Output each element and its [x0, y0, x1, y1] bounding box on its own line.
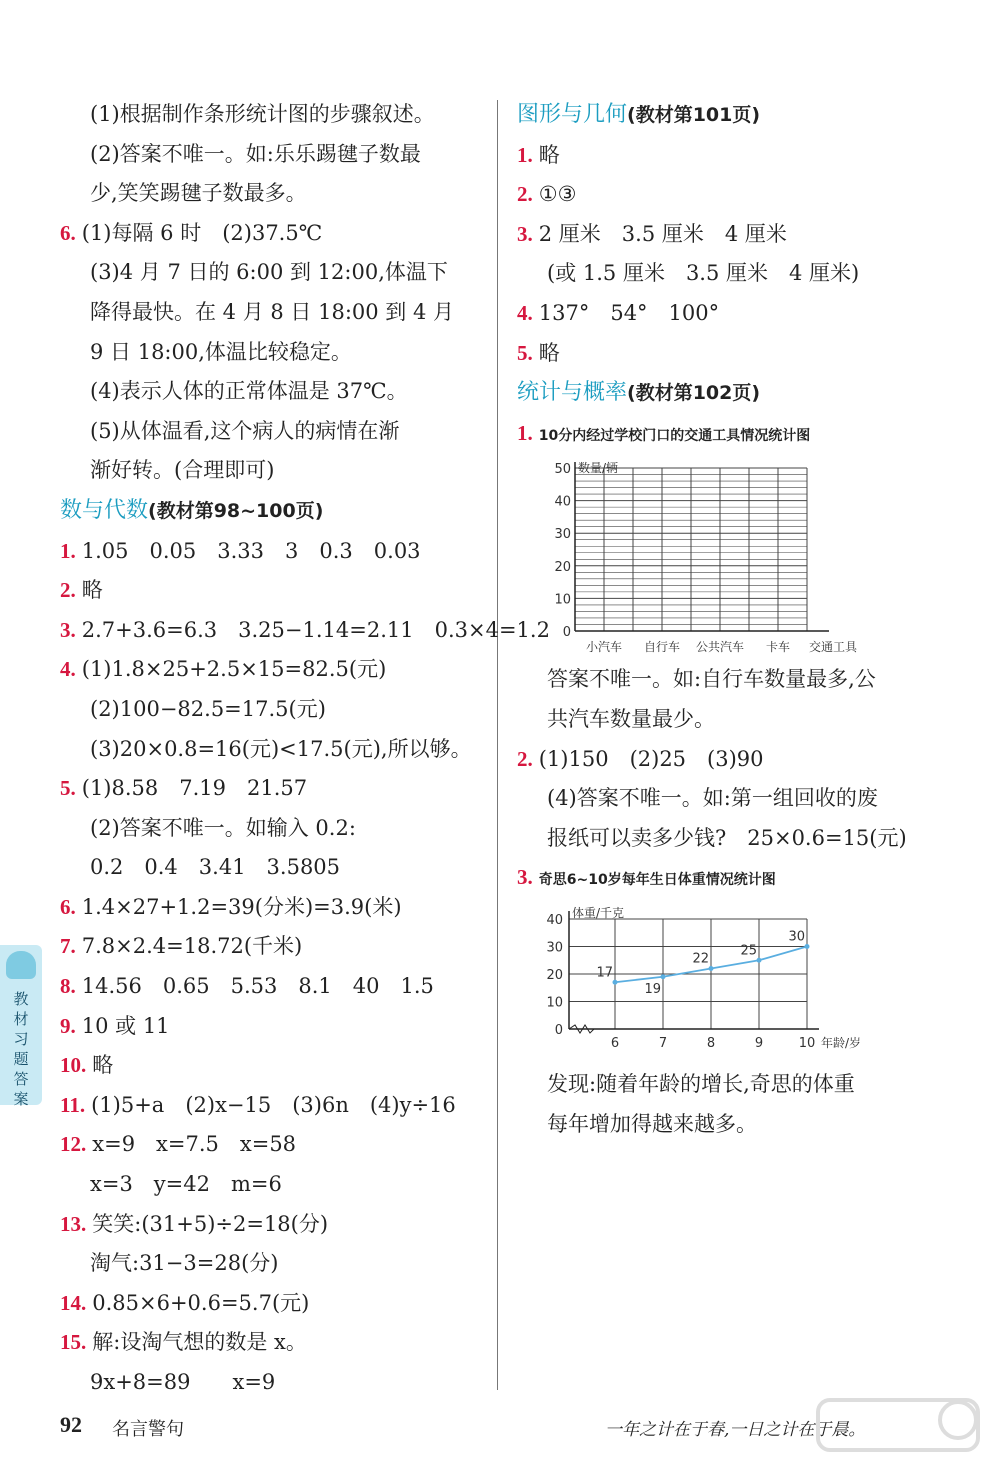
answer-item — [60, 1284, 480, 1324]
question-number: 1. — [60, 538, 76, 563]
side-tab-label: 教材习题答案 — [13, 990, 29, 1108]
answer-text: 1.05 0.05 3.33 3 0.3 0.03 — [81, 538, 421, 563]
question-number: 3. — [517, 865, 533, 890]
question-number: 7. — [60, 934, 76, 959]
answer-text: 137° 54° 100° — [538, 300, 720, 325]
y-tick-label: 20 — [546, 967, 563, 983]
answer-text: (2)答案不唯一。如输入 0.2: — [90, 815, 356, 840]
answer-line — [60, 333, 480, 373]
right-column — [517, 95, 947, 1144]
answer-text: x=3 y=42 m=6 — [90, 1172, 282, 1197]
chart-title-weight: 奇思6~10岁每年生日体重情况统计图 — [538, 872, 776, 889]
answer-text: (2)100−82.5=17.5(元) — [90, 696, 326, 721]
data-label: 17 — [596, 965, 613, 981]
y-axis-label: 数量/辆 — [578, 461, 619, 476]
answer-text: (1)150 (2)25 (3)90 — [538, 746, 764, 771]
section-title: 统计与概率 — [517, 380, 628, 406]
answer-text: 0.85×6+0.6=5.7(元) — [92, 1290, 310, 1315]
answer-text: 少,笑笑踢毽子数最多。 — [90, 181, 307, 206]
watermark-logo-icon — [808, 1390, 988, 1470]
answer-item — [60, 1125, 480, 1165]
answer-item — [60, 650, 480, 690]
answer-item — [517, 136, 947, 176]
question-1 — [517, 414, 947, 457]
y-tick-label: 20 — [554, 560, 571, 576]
section-page-ref: (教材第98~100页) — [148, 499, 324, 522]
x-axis-label: 交通工具 — [809, 640, 858, 655]
question-number: 10. — [60, 1053, 87, 1078]
weight-line-chart — [517, 901, 917, 1061]
y-tick-label: 10 — [554, 592, 571, 608]
answer-text: x=9 x=7.5 x=58 — [92, 1132, 297, 1157]
answer-item — [60, 769, 480, 809]
question-number: 11. — [60, 1092, 86, 1117]
transport-bar-chart — [517, 456, 917, 656]
answer-item — [517, 294, 947, 334]
answer-item — [60, 571, 480, 611]
y-tick-label: 40 — [546, 912, 563, 928]
answer-text: (2)答案不唯一。如:乐乐踢毽子数最 — [90, 141, 421, 166]
y-tick-label: 50 — [554, 462, 571, 478]
answer-item — [60, 1046, 480, 1086]
answer-line — [60, 730, 480, 770]
x-axis-label: 年龄/岁 — [821, 1035, 862, 1050]
answer-item — [60, 1323, 480, 1363]
answer-text: (1)根据制作条形统计图的步骤叙述。 — [90, 102, 435, 126]
question-number: 8. — [60, 974, 76, 999]
x-tick-label: 公共汽车 — [695, 640, 745, 655]
answer-line — [517, 1065, 947, 1105]
answer-text: 9 日 18:00,体温比较稳定。 — [90, 339, 352, 364]
answer-text: (3)4 月 7 日的 6:00 到 12:00,体温下 — [90, 260, 448, 285]
answer-text: 10 或 11 — [81, 1013, 170, 1038]
answer-text: (或 1.5 厘米 3.5 厘米 4 厘米) — [547, 261, 860, 286]
question-number: 2. — [517, 746, 533, 771]
page-number: 92 — [60, 1412, 82, 1437]
answer-line — [60, 95, 480, 135]
answer-text: 渐好转。(合理即可) — [90, 458, 275, 483]
answer-text: (1)8.58 7.19 21.57 — [81, 776, 308, 801]
answer-item — [60, 1205, 480, 1245]
side-tab — [0, 945, 42, 1108]
answer-line — [60, 293, 480, 333]
y-tick-label: 30 — [546, 940, 563, 956]
answer-text: ①③ — [538, 182, 577, 207]
question-number: 3. — [517, 221, 533, 246]
answer-text: (1)1.8×25+2.5×15=82.5(元) — [81, 657, 387, 682]
answer-item — [60, 611, 550, 651]
answer-text: 2 厘米 3.5 厘米 4 厘米 — [538, 221, 787, 246]
section-page-ref: (教材第101页) — [627, 104, 761, 126]
question-number: 4. — [60, 657, 76, 682]
left-column — [60, 95, 550, 1403]
data-label: 25 — [740, 943, 757, 959]
answer-line — [60, 412, 480, 452]
section-page-ref: (教材第102页) — [627, 382, 761, 405]
section-heading — [517, 373, 947, 414]
question-number: 2. — [60, 578, 76, 603]
x-tick-label: 6 — [610, 1035, 620, 1051]
answer-line — [517, 779, 947, 819]
answer-text: 略 — [81, 578, 103, 603]
answer-item — [60, 967, 480, 1007]
answer-line — [517, 1105, 947, 1145]
question-number: 15. — [60, 1330, 87, 1355]
answer-text: 笑笑:(31+5)÷2=18(分) — [92, 1211, 329, 1236]
data-point — [613, 980, 618, 985]
answer-text: 9x+8=89 x=9 — [90, 1370, 276, 1394]
answer-text: (4)表示人体的正常体温是 37℃。 — [90, 379, 408, 404]
answer-text: 0.2 0.4 3.41 3.5805 — [90, 855, 341, 880]
answer-line — [60, 174, 480, 214]
answer-line — [60, 451, 480, 491]
answer-line — [60, 848, 480, 888]
answer-text: 略 — [92, 1053, 114, 1078]
question-number: 4. — [517, 300, 533, 325]
question-number: 13. — [60, 1211, 87, 1236]
data-label: 22 — [692, 951, 709, 967]
answer-line — [517, 819, 947, 859]
data-point — [709, 966, 714, 971]
question-number: 12. — [60, 1132, 87, 1157]
answer-item — [60, 1007, 480, 1047]
question-number: 5. — [517, 340, 533, 365]
answer-line — [517, 254, 947, 294]
question-number: 14. — [60, 1290, 87, 1315]
y-axis-label: 体重/千克 — [572, 905, 625, 920]
answer-line — [60, 1363, 480, 1403]
answer-item — [517, 215, 947, 255]
x-tick-label: 10 — [798, 1035, 816, 1051]
question-number: 3. — [60, 617, 76, 642]
answer-line — [60, 809, 480, 849]
answer-text: 略 — [538, 340, 560, 365]
answer-line — [60, 1244, 480, 1284]
answer-line — [60, 372, 480, 412]
answer-text: (5)从体温看,这个病人的病情在渐 — [90, 418, 400, 443]
answer-item — [60, 888, 480, 928]
column-divider — [497, 100, 498, 1390]
x-tick-label: 卡车 — [765, 640, 791, 655]
answer-text: 报纸可以卖多少钱? 25×0.6=15(元) — [547, 825, 907, 850]
data-point — [661, 974, 666, 979]
section-title: 数与代数 — [60, 497, 149, 523]
answer-item — [517, 740, 947, 780]
data-label: 30 — [788, 929, 805, 945]
answer-text: (1)每隔 6 时 (2)37.5℃ — [81, 220, 323, 245]
answer-text: 略 — [538, 142, 560, 167]
data-point — [757, 958, 762, 963]
answer-line — [60, 135, 480, 175]
answer-text: 淘气:31−3=28(分) — [90, 1251, 279, 1276]
answer-text: 2.7+3.6=6.3 3.25−1.14=2.11 0.3×4=1.2 — [81, 617, 550, 642]
answer-line — [517, 700, 947, 740]
answer-line — [60, 690, 480, 730]
answer-item — [60, 532, 480, 572]
x-tick-label: 8 — [706, 1035, 716, 1051]
footer-quote: 一年之计在于春,一日之计在于晨。 — [605, 1420, 866, 1440]
answer-line — [60, 253, 480, 293]
x-tick-label: 自行车 — [643, 640, 681, 655]
answer-text: 7.8×2.4=18.72(千米) — [81, 934, 303, 959]
y-tick-label: 30 — [554, 527, 571, 543]
answer-text: 降得最快。在 4 月 8 日 18:00 到 4 月 — [90, 299, 455, 324]
data-point — [805, 944, 810, 949]
section-heading — [517, 95, 947, 136]
question-number: 6. — [60, 894, 76, 919]
question-number: 6. — [60, 220, 76, 245]
answer-text: 答案不唯一。如:自行车数量最多,公 — [547, 667, 876, 692]
answer-text: 1.4×27+1.2=39(分米)=3.9(米) — [81, 894, 402, 919]
question-number: 9. — [60, 1013, 76, 1038]
footer-label: 名言警句 — [112, 1419, 184, 1440]
x-tick-label: 小汽车 — [585, 640, 623, 655]
answer-text: 发现:随着年龄的增长,奇思的体重 — [547, 1071, 855, 1096]
x-tick-label: 7 — [658, 1035, 668, 1051]
answer-text: 每年增加得越来越多。 — [547, 1111, 757, 1136]
answer-text: (3)20×0.8=16(元)<17.5(元),所以够。 — [90, 736, 472, 761]
answer-text: 共汽车数量最少。 — [547, 706, 715, 731]
chart-title-transport: 10分内经过学校门口的交通工具情况统计图 — [538, 427, 811, 444]
question-3 — [517, 858, 947, 901]
answer-text: (4)答案不唯一。如:第一组回收的废 — [547, 786, 878, 811]
answer-item — [60, 1086, 480, 1126]
answer-text: (1)5+a (2)x−15 (3)6n (4)y÷16 — [91, 1092, 456, 1117]
answer-item — [517, 175, 947, 215]
question-number: 1. — [517, 420, 533, 445]
mascot-icon — [6, 951, 36, 979]
answer-text: 14.56 0.65 5.53 8.1 40 1.5 — [81, 974, 434, 999]
y-tick-label: 10 — [546, 995, 563, 1011]
y-tick-label: 0 — [562, 625, 571, 641]
y-tick-label: 40 — [554, 494, 571, 510]
section-heading — [60, 491, 480, 532]
question-number: 5. — [60, 776, 76, 801]
data-label: 19 — [644, 981, 661, 997]
x-tick-label: 9 — [754, 1035, 764, 1051]
answer-item — [60, 214, 480, 254]
answer-item — [60, 927, 480, 967]
question-number: 1. — [517, 142, 533, 167]
y-tick-label: 0 — [554, 1022, 563, 1038]
section-title: 图形与几何 — [517, 102, 628, 127]
answer-line — [517, 660, 947, 700]
question-number: 2. — [517, 182, 533, 207]
answer-text: 解:设淘气想的数是 x。 — [92, 1330, 307, 1355]
answer-item — [517, 334, 947, 374]
answer-line — [60, 1165, 480, 1205]
